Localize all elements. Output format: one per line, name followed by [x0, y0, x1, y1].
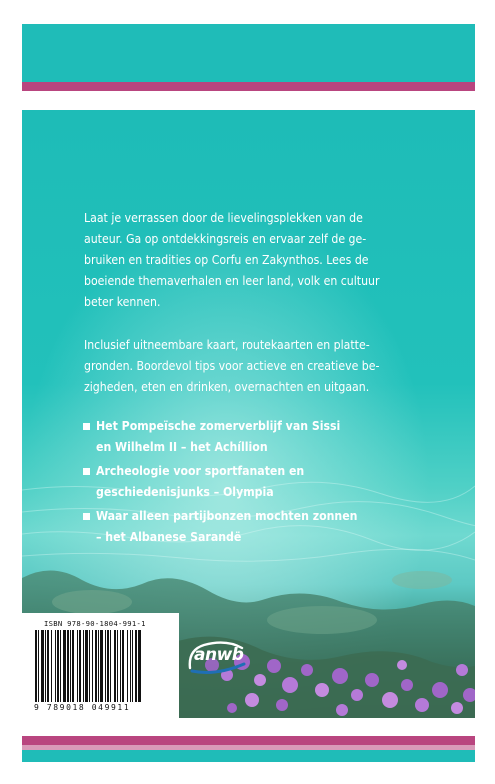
highlight-line: Het Pompeïsche zomerverblijf van Sissi	[96, 419, 341, 433]
extras-line: Inclusief uitneembare kaart, routekaarten en platte-	[84, 338, 370, 352]
highlight-item	[82, 506, 462, 548]
barcode-bar	[85, 630, 88, 702]
barcode-bar	[38, 630, 39, 702]
barcode-bar	[45, 630, 46, 702]
barcode-bar	[77, 630, 78, 702]
top-magenta-stripe	[22, 82, 475, 91]
barcode-bar	[67, 630, 69, 702]
barcode-bar	[60, 630, 61, 702]
extras-paragraph	[84, 335, 474, 398]
intro-paragraph	[84, 208, 474, 313]
barcode-bar	[132, 630, 133, 702]
barcode-bar	[127, 630, 128, 702]
intro-line: beter kennen.	[84, 295, 161, 309]
ean-digits: 9 789018 049911	[34, 703, 131, 712]
top-teal-band	[22, 24, 475, 82]
barcode-bar	[120, 630, 121, 702]
barcode-bar	[79, 630, 81, 702]
square-bullet-icon	[83, 468, 90, 475]
barcode-bar	[98, 630, 99, 702]
square-bullet-icon	[83, 513, 90, 520]
isbn-label: ISBN 978-90-1804-991-1	[44, 619, 146, 628]
barcode-bar	[55, 630, 56, 702]
intro-line: bruiken en tradities op Corfu en Zakynthos. Lees de	[84, 253, 369, 267]
barcode-bar	[41, 630, 44, 702]
barcode-icon	[34, 630, 174, 704]
barcode-bar	[72, 630, 74, 702]
highlight-line: – het Albanese Sarandë	[96, 530, 242, 544]
barcode-bar	[35, 630, 37, 702]
barcode-bar	[70, 630, 71, 702]
barcode-bar	[63, 630, 66, 702]
barcode-bar	[100, 630, 103, 702]
square-bullet-icon	[83, 423, 90, 430]
barcode-bar	[95, 630, 97, 702]
barcode-bar	[92, 630, 93, 702]
description-text	[84, 208, 474, 420]
highlight-line: Archeologie voor sportfanaten en	[96, 464, 305, 478]
barcode-bar	[110, 630, 111, 702]
highlight-line: geschiedenisjunks – Olympia	[96, 485, 274, 499]
intro-line: auteur. Ga op ontdekkingsreis en ervaar zelf de ge-	[84, 232, 367, 246]
highlights-list	[82, 416, 462, 551]
extras-line: gronden. Boordevol tips voor actieve en creatieve be-	[84, 359, 380, 373]
barcode-bar	[83, 630, 84, 702]
anwb-logo-icon	[186, 640, 250, 676]
intro-line: Laat je verrassen door de lievelingsplekken van de	[84, 211, 363, 225]
barcode-bar	[117, 630, 118, 702]
barcode-bar	[138, 630, 141, 702]
bottom-teal-band	[22, 750, 475, 762]
barcode-bar	[122, 630, 124, 702]
highlight-line: Waar alleen partijbonzen mochten zonnen	[96, 509, 358, 523]
barcode-bar	[114, 630, 116, 702]
highlight-line: en Wilhelm II – het Achíllion	[96, 440, 268, 454]
barcode-bar	[57, 630, 59, 702]
intro-line: boeiende themaverhalen en leer land, volk en cultuur	[84, 274, 380, 288]
barcode-bar	[47, 630, 49, 702]
logo-text: anwb	[194, 645, 244, 665]
barcode-bar	[51, 630, 52, 702]
highlight-item	[82, 461, 462, 503]
barcode-bar	[105, 630, 106, 702]
extras-line: zigheden, eten en drinken, overnachten en uitgaan.	[84, 380, 370, 394]
barcode-area	[22, 613, 179, 718]
highlight-item	[82, 416, 462, 458]
bottom-magenta-stripe	[22, 736, 475, 745]
barcode-bar	[130, 630, 131, 702]
barcode-bar	[135, 630, 137, 702]
barcode-bar	[107, 630, 109, 702]
barcode-bar	[89, 630, 90, 702]
